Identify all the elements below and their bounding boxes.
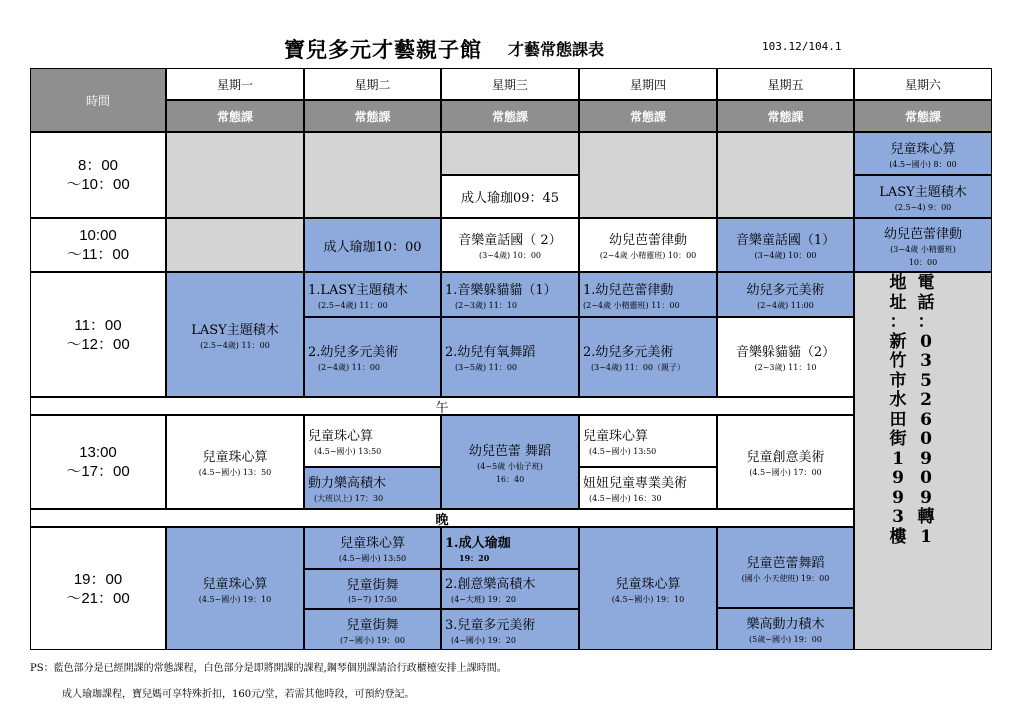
phone-char: 9 <box>920 487 932 508</box>
phone-char: 9 <box>920 448 932 469</box>
address-char: 3 <box>892 507 904 527</box>
course-tue-street1: 兒童街舞 (5~7) 17:50 <box>304 569 441 609</box>
phone-char: ： <box>917 312 935 332</box>
phone-char: 3 <box>920 351 932 371</box>
course-type-wed: 常態課 <box>441 100 579 132</box>
course-sat-ballet: 幼兒芭蕾律動 (3~4歲 小精靈班) 10：00 <box>854 218 992 272</box>
course-tue-yoga: 成人瑜珈10：00 <box>304 218 441 272</box>
contact-row <box>884 450 940 470</box>
course-wed-yoga-am: 成人瑜珈09：45 <box>441 175 579 218</box>
day-header-sat: 星期六 <box>854 68 992 100</box>
course-wed-art-pm: 3.兒童多元美術 (4~國小) 19：20 <box>441 609 579 650</box>
course-tue-lasy: 1.LASY主題積木 (2.5~4歲) 11：00 <box>304 272 441 317</box>
course-mon-abacus: 兒童珠心算 (4.5~國小) 13：50 <box>166 415 304 509</box>
day-header-fri: 星期五 <box>717 68 854 100</box>
empty-slot <box>717 132 854 218</box>
course-fri-blocks: 樂高動力積木 (5歲~國小) 19：00 <box>717 608 854 650</box>
course-tue-blocks: 動力樂高積木 (大班以上) 17：30 <box>304 467 441 509</box>
empty-slot <box>166 218 304 272</box>
address-char: 街 <box>889 429 907 449</box>
course-tue-abacus-pm: 兒童珠心算 (4.5~國小) 13:50 <box>304 527 441 569</box>
noon-divider: 午 <box>30 397 854 415</box>
course-thu-abacus-pm: 兒童珠心算 (4.5~國小) 19：10 <box>579 527 717 650</box>
phone-char: 轉 <box>917 507 935 527</box>
course-wed-music: 音樂童話國（ 2） (3~4歲) 10：00 <box>441 218 579 272</box>
note-ps: PS：藍色部分是已經開課的常態課程，白色部分是即將開課的課程,鋼琴個別課請洽行政櫃檯安排上課時間。 <box>30 663 507 674</box>
empty-slot <box>579 132 717 218</box>
contact-row <box>884 391 940 411</box>
address-char: 市 <box>889 370 907 391</box>
course-tue-street2: 兒童街舞 (7~國小) 19：00 <box>304 609 441 650</box>
empty-slot <box>441 132 579 175</box>
address-char: 9 <box>892 487 904 508</box>
phone-char: 0 <box>920 331 932 352</box>
phone-char: 5 <box>920 370 932 391</box>
course-fri-creative: 兒童創意美術 (4.5~國小) 17：00 <box>717 415 854 509</box>
phone-char: 0 <box>920 468 932 488</box>
course-tue-art: 2.幼兒多元美術 (2~4歲) 11：00 <box>304 317 441 397</box>
contact-row <box>884 430 940 450</box>
course-sat-lasy: LASY主題積木 (2.5~4) 9：00 <box>854 175 992 218</box>
address-char: 竹 <box>889 351 907 371</box>
course-fri-art: 幼兒多元美術 (2~4歲) 11:00 <box>717 272 854 317</box>
term-date: 103.12/104.1 <box>762 40 842 53</box>
day-header-thu: 星期四 <box>579 68 717 100</box>
course-thu-ballet2: 1.幼兒芭蕾律動 (2~4歲 小精靈班) 11：00 <box>579 272 717 317</box>
course-sat-abacus: 兒童珠心算 (4.5~國小) 8：00 <box>854 132 992 175</box>
empty-slot <box>166 132 304 218</box>
course-thu-pro-art: 妞妞兒童專業美術 (4.5~國小) 16：30 <box>579 467 717 509</box>
course-type-sat: 常態課 <box>854 100 992 132</box>
phone-char: 話 <box>917 292 935 313</box>
address-char: 田 <box>889 409 907 430</box>
contact-row <box>884 274 940 294</box>
course-type-tue: 常態課 <box>304 100 441 132</box>
course-mon-lasy: LASY主題積木 (2.5~4歲) 11：00 <box>166 272 304 397</box>
course-wed-dance: 2.幼兒有氧舞蹈 (3~5歲) 11：00 <box>441 317 579 397</box>
contact-row <box>884 372 940 392</box>
course-fri-ballet: 兒童芭蕾舞蹈 (國小 小天使班) 19：00 <box>717 527 854 608</box>
contact-row <box>884 411 940 431</box>
day-header-wed: 星期三 <box>441 68 579 100</box>
evening-divider: 晚 <box>30 509 854 527</box>
course-thu-abacus: 兒童珠心算 (4.5~國小) 13:50 <box>579 415 717 467</box>
contact-row <box>884 469 940 489</box>
course-wed-blocks: 2.創意樂高積木 (4~大班) 19：20 <box>441 569 579 609</box>
page-title: 寶兒多元才藝親子館 <box>284 37 482 62</box>
course-thu-art: 2.幼兒多元美術 (3~4歲) 11：00（親子） <box>579 317 717 397</box>
page-subtitle: 才藝常態課表 <box>508 40 605 59</box>
contact-row <box>884 352 940 372</box>
phone-char: 0 <box>920 429 932 449</box>
time-slot-2: 10:00 ～11：00 <box>30 218 166 272</box>
address-char: 9 <box>892 468 904 488</box>
day-header-tue: 星期二 <box>304 68 441 100</box>
empty-slot <box>304 132 441 218</box>
course-fri-cat: 音樂躲貓貓（2） (2~3歲) 11：10 <box>717 317 854 397</box>
course-fri-music: 音樂童話國（1） (3~4歲) 10：00 <box>717 218 854 272</box>
phone-char: 6 <box>920 409 932 430</box>
phone-char: 電 <box>917 273 935 293</box>
day-header-mon: 星期一 <box>166 68 304 100</box>
course-mon-abacus-pm: 兒童珠心算 (4.5~國小) 19：10 <box>166 527 304 650</box>
course-type-thu: 常態課 <box>579 100 717 132</box>
phone-char: 1 <box>920 526 932 547</box>
contact-info <box>884 274 940 547</box>
time-slot-3: 11：00 ～12：00 <box>30 272 166 397</box>
course-wed-cat: 1.音樂躲貓貓（1） (2~3歲) 11：10 <box>441 272 579 317</box>
address-char: 地 <box>889 273 907 293</box>
contact-row <box>884 333 940 353</box>
note-yoga: 成人瑜珈課程，寶兒媽可享特殊折扣，160元/堂，若需其他時段，可預約登記。 <box>62 689 415 700</box>
course-wed-ballet: 幼兒芭蕾 舞蹈 (4~5歲 小仙子班) 16：40 <box>441 415 579 509</box>
address-char: 址 <box>889 292 907 313</box>
contact-row <box>884 508 940 528</box>
address-char: 水 <box>889 390 907 410</box>
contact-row <box>884 313 940 333</box>
time-slot-1: 8：00 ～10：00 <box>30 132 166 218</box>
address-char: 1 <box>892 448 904 469</box>
course-type-mon: 常態課 <box>166 100 304 132</box>
course-thu-ballet: 幼兒芭蕾律動 (2~4歲 小精靈班) 10：00 <box>579 218 717 272</box>
time-slot-4: 13:00 ～17：00 <box>30 415 166 509</box>
address-char: 新 <box>889 331 907 352</box>
course-tue-abacus: 兒童珠心算 (4.5~國小) 13:50 <box>304 415 441 467</box>
phone-char: 2 <box>920 390 932 410</box>
time-slot-5: 19：00 ～21：00 <box>30 527 166 650</box>
contact-row <box>884 489 940 509</box>
course-wed-yoga-pm: 1.成人瑜珈 19：20 <box>441 527 579 569</box>
address-char: ： <box>889 312 907 332</box>
address-char: 樓 <box>889 526 907 547</box>
contact-row <box>884 528 940 548</box>
time-header: 時間 <box>30 68 166 132</box>
contact-row <box>884 294 940 314</box>
course-type-fri: 常態課 <box>717 100 854 132</box>
